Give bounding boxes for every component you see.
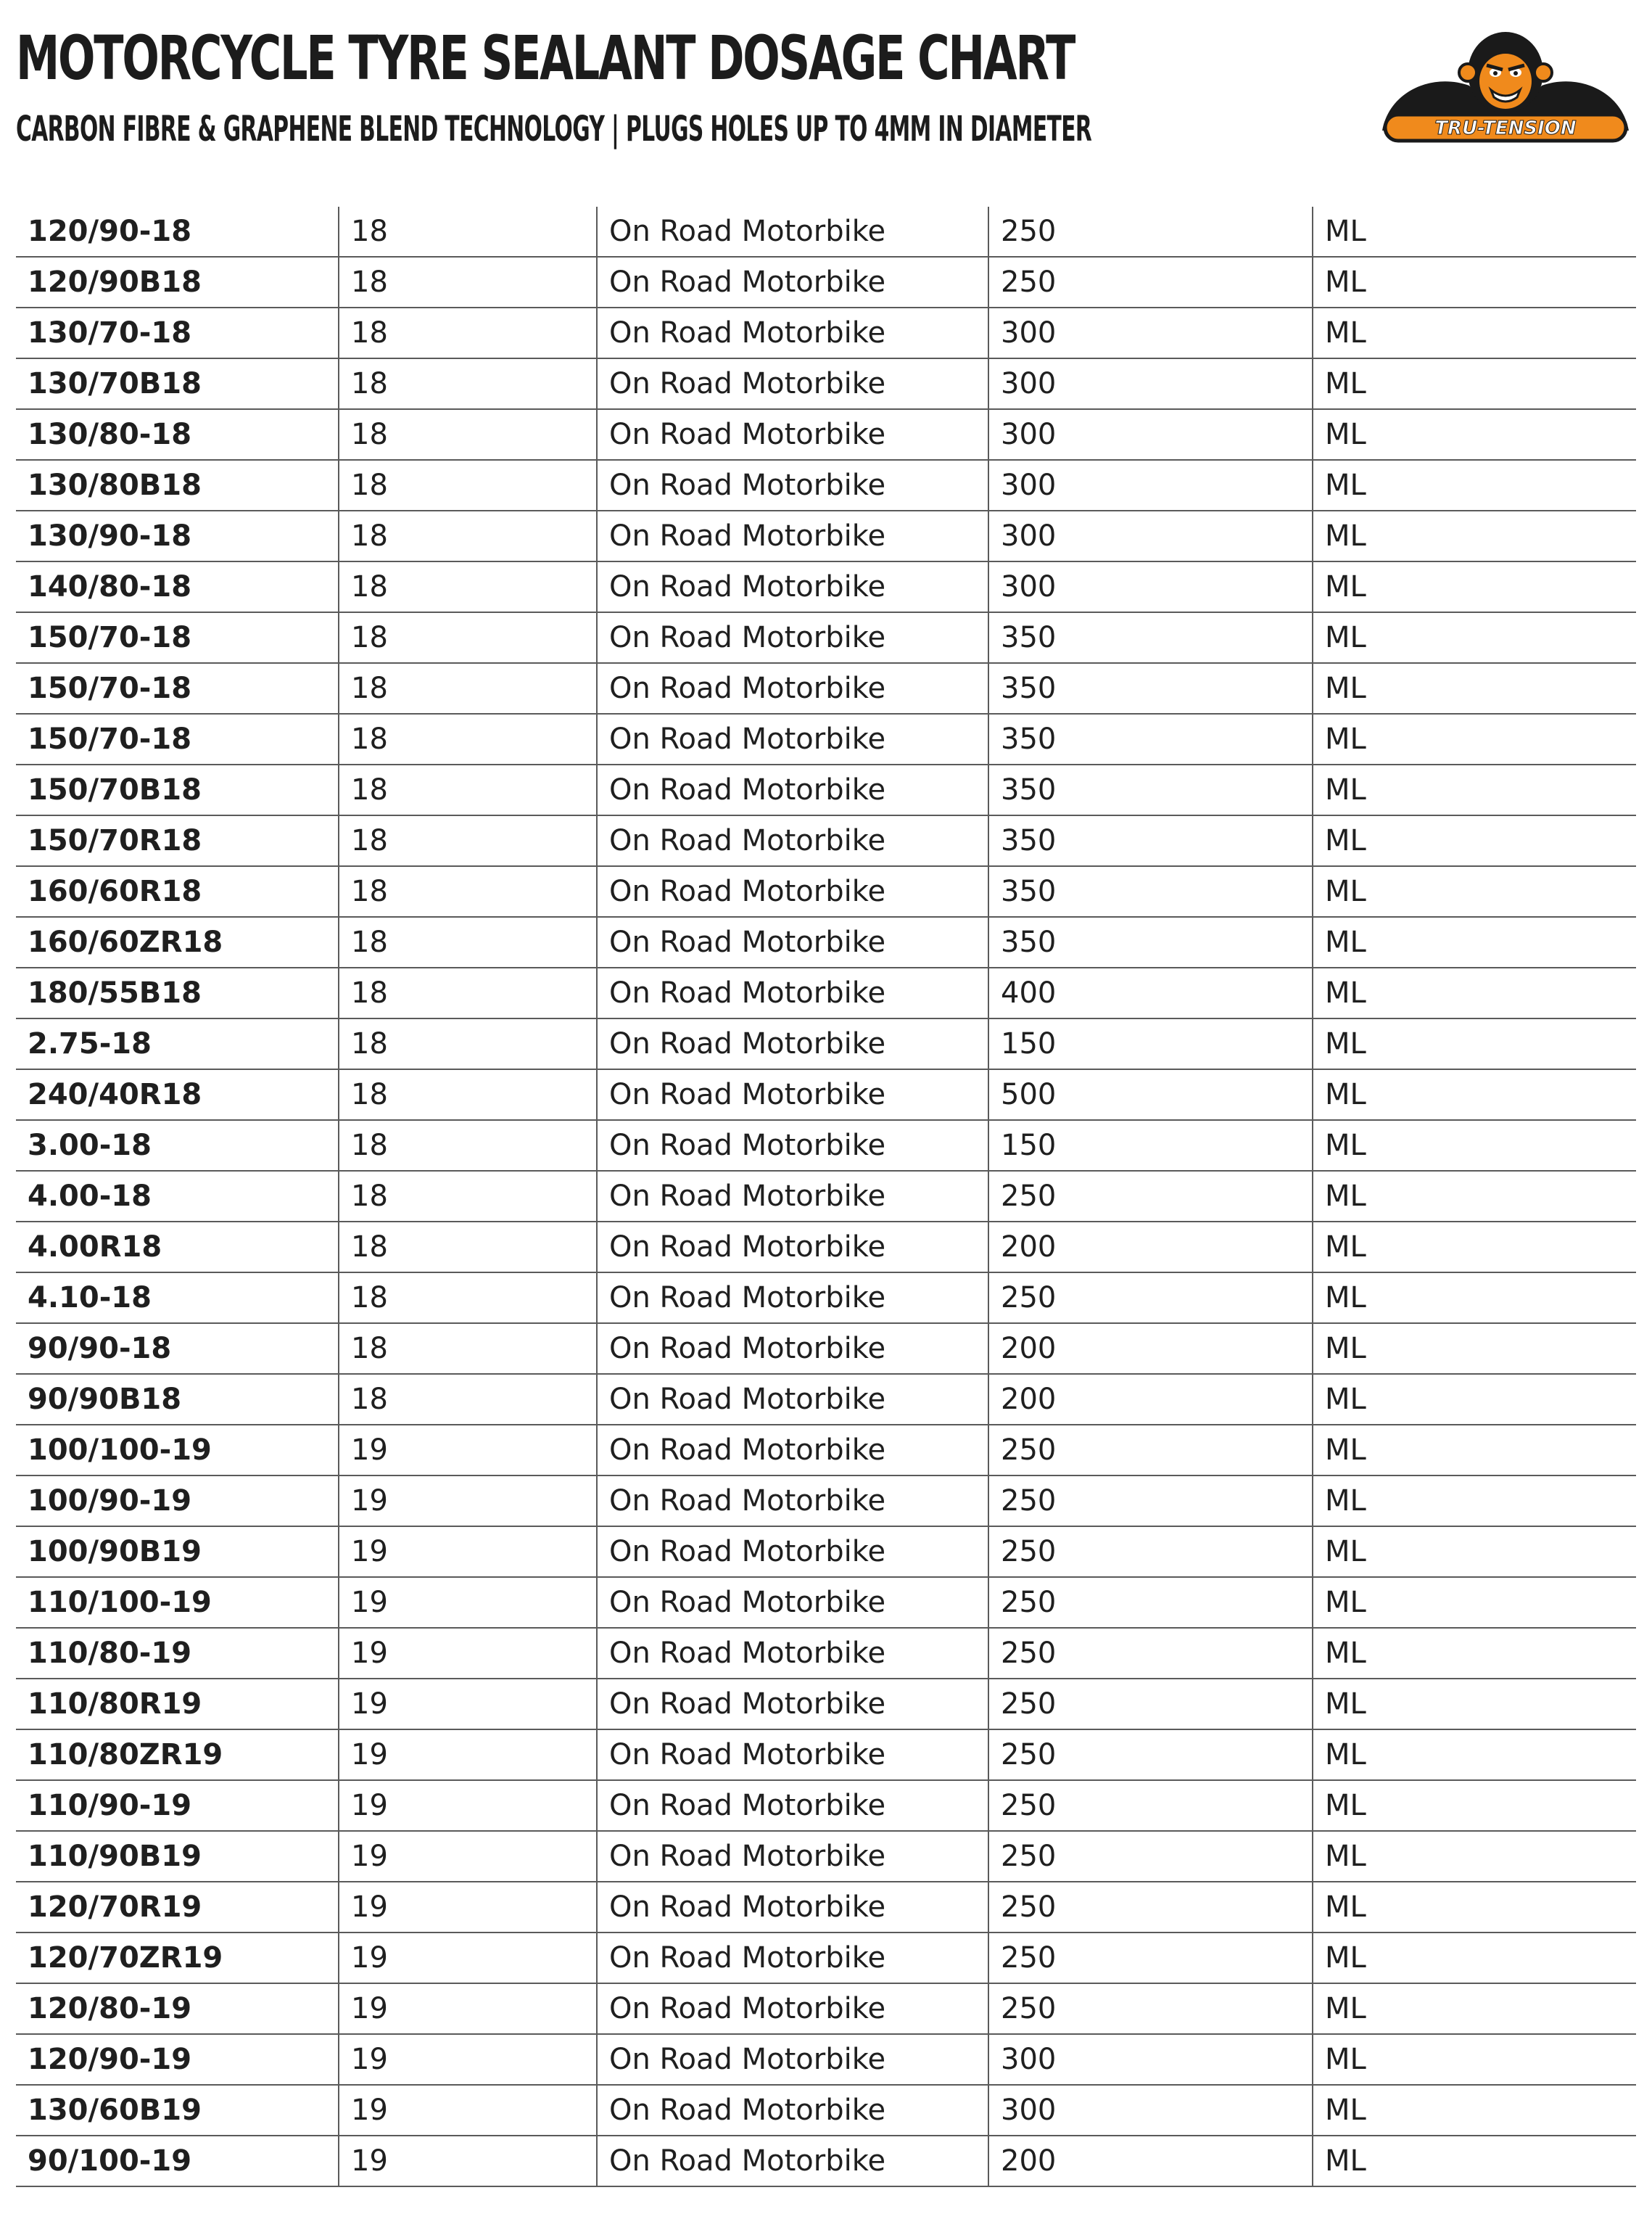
dosage-amount-cell: 150 [988, 1018, 1313, 1069]
table-row [16, 460, 1636, 511]
vehicle-type-cell: On Road Motorbike [597, 2085, 988, 2136]
vehicle-type-cell: On Road Motorbike [597, 1780, 988, 1831]
vehicle-type-cell: On Road Motorbike [597, 1425, 988, 1475]
page-title: MOTORCYCLE TYRE SEALANT DOSAGE CHART [16, 22, 1075, 94]
tyre-size-cell: 120/90B18 [16, 257, 339, 308]
tyre-size-cell: 110/90B19 [16, 1831, 339, 1882]
dosage-unit-cell: ML [1313, 1272, 1636, 1323]
table-row [16, 1425, 1636, 1475]
table-row [16, 511, 1636, 561]
dosage-unit-cell: ML [1313, 1831, 1636, 1882]
rim-size-cell: 18 [339, 1374, 597, 1425]
tyre-size-cell: 130/90-18 [16, 511, 339, 561]
table-row [16, 663, 1636, 714]
rim-size-cell: 18 [339, 917, 597, 968]
rim-size-cell: 19 [339, 1729, 597, 1780]
tru-tension-logo [1375, 22, 1636, 149]
tyre-size-cell: 4.10-18 [16, 1272, 339, 1323]
dosage-unit-cell: ML [1313, 968, 1636, 1018]
rim-size-cell: 18 [339, 1171, 597, 1222]
dosage-amount-cell: 250 [988, 1679, 1313, 1729]
dosage-unit-cell: ML [1313, 1780, 1636, 1831]
table-row [16, 1069, 1636, 1120]
dosage-amount-cell: 250 [988, 1475, 1313, 1526]
table-row [16, 1120, 1636, 1171]
vehicle-type-cell: On Road Motorbike [597, 1679, 988, 1729]
dosage-amount-cell: 300 [988, 561, 1313, 612]
rim-size-cell: 18 [339, 511, 597, 561]
table-row [16, 1475, 1636, 1526]
table-row [16, 1679, 1636, 1729]
vehicle-type-cell: On Road Motorbike [597, 460, 988, 511]
tyre-size-cell: 120/90-19 [16, 2034, 339, 2085]
table-row [16, 207, 1636, 257]
dosage-unit-cell: ML [1313, 1983, 1636, 2034]
rim-size-cell: 18 [339, 460, 597, 511]
dosage-unit-cell: ML [1313, 866, 1636, 917]
vehicle-type-cell: On Road Motorbike [597, 1018, 988, 1069]
tyre-size-cell: 110/100-19 [16, 1577, 339, 1628]
dosage-amount-cell: 250 [988, 1577, 1313, 1628]
dosage-amount-cell: 250 [988, 1729, 1313, 1780]
table-row [16, 714, 1636, 765]
vehicle-type-cell: On Road Motorbike [597, 1222, 988, 1272]
vehicle-type-cell: On Road Motorbike [597, 1526, 988, 1577]
table-row [16, 1882, 1636, 1933]
dosage-amount-cell: 350 [988, 815, 1313, 866]
rim-size-cell: 18 [339, 866, 597, 917]
table-row [16, 1983, 1636, 2034]
rim-size-cell: 19 [339, 1679, 597, 1729]
tyre-size-cell: 110/80R19 [16, 1679, 339, 1729]
tyre-size-cell: 130/80B18 [16, 460, 339, 511]
rim-size-cell: 19 [339, 2034, 597, 2085]
vehicle-type-cell: On Road Motorbike [597, 1729, 988, 1780]
logo-wordmark: TRU-TENSION [1434, 118, 1577, 139]
vehicle-type-cell: On Road Motorbike [597, 1628, 988, 1679]
rim-size-cell: 18 [339, 663, 597, 714]
table-row [16, 2034, 1636, 2085]
dosage-unit-cell: ML [1313, 1323, 1636, 1374]
dosage-unit-cell: ML [1313, 1933, 1636, 1983]
dosage-amount-cell: 250 [988, 1933, 1313, 1983]
rim-size-cell: 18 [339, 1323, 597, 1374]
vehicle-type-cell: On Road Motorbike [597, 1831, 988, 1882]
vehicle-type-cell: On Road Motorbike [597, 866, 988, 917]
dosage-unit-cell: ML [1313, 1374, 1636, 1425]
dosage-unit-cell: ML [1313, 2136, 1636, 2186]
dosage-amount-cell: 300 [988, 511, 1313, 561]
table-row [16, 257, 1636, 308]
tyre-size-cell: 130/70B18 [16, 358, 339, 409]
tyre-size-cell: 150/70R18 [16, 815, 339, 866]
tyre-size-cell: 4.00-18 [16, 1171, 339, 1222]
dosage-amount-cell: 350 [988, 765, 1313, 815]
dosage-unit-cell: ML [1313, 308, 1636, 358]
vehicle-type-cell: On Road Motorbike [597, 1983, 988, 2034]
table-row [16, 1374, 1636, 1425]
dosage-amount-cell: 250 [988, 1272, 1313, 1323]
vehicle-type-cell: On Road Motorbike [597, 815, 988, 866]
rim-size-cell: 18 [339, 1222, 597, 1272]
tyre-size-cell: 130/80-18 [16, 409, 339, 460]
tyre-size-cell: 120/70ZR19 [16, 1933, 339, 1983]
table-row [16, 1272, 1636, 1323]
dosage-unit-cell: ML [1313, 1018, 1636, 1069]
dosage-unit-cell: ML [1313, 1069, 1636, 1120]
dosage-unit-cell: ML [1313, 358, 1636, 409]
dosage-amount-cell: 300 [988, 358, 1313, 409]
dosage-unit-cell: ML [1313, 917, 1636, 968]
dosage-table [16, 207, 1636, 2187]
tyre-size-cell: 160/60R18 [16, 866, 339, 917]
table-row [16, 917, 1636, 968]
page-subtitle: CARBON FIBRE & GRAPHENE BLEND TECHNOLOGY | PLUGS HOLES UP TO 4MM IN DIAMETER [16, 109, 1092, 149]
rim-size-cell: 19 [339, 1983, 597, 2034]
vehicle-type-cell: On Road Motorbike [597, 2136, 988, 2186]
tyre-size-cell: 140/80-18 [16, 561, 339, 612]
table-row [16, 2085, 1636, 2136]
dosage-unit-cell: ML [1313, 815, 1636, 866]
dosage-amount-cell: 200 [988, 1374, 1313, 1425]
dosage-unit-cell: ML [1313, 1577, 1636, 1628]
dosage-amount-cell: 250 [988, 1983, 1313, 2034]
dosage-unit-cell: ML [1313, 1425, 1636, 1475]
dosage-unit-cell: ML [1313, 561, 1636, 612]
table-row [16, 2136, 1636, 2186]
table-row [16, 1933, 1636, 1983]
vehicle-type-cell: On Road Motorbike [597, 714, 988, 765]
dosage-amount-cell: 250 [988, 1526, 1313, 1577]
table-row [16, 612, 1636, 663]
rim-size-cell: 19 [339, 1425, 597, 1475]
rim-size-cell: 18 [339, 968, 597, 1018]
rim-size-cell: 18 [339, 207, 597, 257]
tyre-size-cell: 120/80-19 [16, 1983, 339, 2034]
dosage-amount-cell: 300 [988, 2034, 1313, 2085]
table-row [16, 1729, 1636, 1780]
rim-size-cell: 18 [339, 308, 597, 358]
table-row [16, 1628, 1636, 1679]
vehicle-type-cell: On Road Motorbike [597, 2034, 988, 2085]
dosage-amount-cell: 300 [988, 460, 1313, 511]
vehicle-type-cell: On Road Motorbike [597, 612, 988, 663]
dosage-amount-cell: 250 [988, 1628, 1313, 1679]
tyre-size-cell: 90/90-18 [16, 1323, 339, 1374]
dosage-unit-cell: ML [1313, 2085, 1636, 2136]
vehicle-type-cell: On Road Motorbike [597, 358, 988, 409]
dosage-amount-cell: 250 [988, 1171, 1313, 1222]
rim-size-cell: 18 [339, 612, 597, 663]
dosage-amount-cell: 250 [988, 257, 1313, 308]
vehicle-type-cell: On Road Motorbike [597, 917, 988, 968]
dosage-unit-cell: ML [1313, 409, 1636, 460]
vehicle-type-cell: On Road Motorbike [597, 1933, 988, 1983]
vehicle-type-cell: On Road Motorbike [597, 1577, 988, 1628]
dosage-amount-cell: 300 [988, 308, 1313, 358]
dosage-unit-cell: ML [1313, 2034, 1636, 2085]
tyre-size-cell: 150/70-18 [16, 612, 339, 663]
vehicle-type-cell: On Road Motorbike [597, 1323, 988, 1374]
dosage-amount-cell: 250 [988, 1780, 1313, 1831]
rim-size-cell: 18 [339, 714, 597, 765]
rim-size-cell: 18 [339, 409, 597, 460]
dosage-amount-cell: 200 [988, 1323, 1313, 1374]
table-row [16, 1222, 1636, 1272]
tyre-size-cell: 150/70-18 [16, 714, 339, 765]
dosage-amount-cell: 200 [988, 2136, 1313, 2186]
dosage-unit-cell: ML [1313, 1475, 1636, 1526]
dosage-unit-cell: ML [1313, 714, 1636, 765]
tyre-size-cell: 4.00R18 [16, 1222, 339, 1272]
rim-size-cell: 19 [339, 1526, 597, 1577]
dosage-unit-cell: ML [1313, 1882, 1636, 1933]
tyre-size-cell: 110/80ZR19 [16, 1729, 339, 1780]
tyre-size-cell: 150/70-18 [16, 663, 339, 714]
table-row [16, 1780, 1636, 1831]
vehicle-type-cell: On Road Motorbike [597, 765, 988, 815]
rim-size-cell: 19 [339, 1933, 597, 1983]
dosage-amount-cell: 300 [988, 409, 1313, 460]
table-row [16, 866, 1636, 917]
rim-size-cell: 18 [339, 561, 597, 612]
dosage-amount-cell: 350 [988, 714, 1313, 765]
rim-size-cell: 18 [339, 815, 597, 866]
vehicle-type-cell: On Road Motorbike [597, 1120, 988, 1171]
table-row [16, 1323, 1636, 1374]
dosage-unit-cell: ML [1313, 1171, 1636, 1222]
tyre-size-cell: 120/70R19 [16, 1882, 339, 1933]
dosage-amount-cell: 300 [988, 2085, 1313, 2136]
table-row [16, 561, 1636, 612]
vehicle-type-cell: On Road Motorbike [597, 968, 988, 1018]
rim-size-cell: 18 [339, 1069, 597, 1120]
dosage-unit-cell: ML [1313, 460, 1636, 511]
rim-size-cell: 18 [339, 1018, 597, 1069]
tyre-size-cell: 3.00-18 [16, 1120, 339, 1171]
table-row [16, 358, 1636, 409]
rim-size-cell: 19 [339, 1628, 597, 1679]
tyre-size-cell: 100/90B19 [16, 1526, 339, 1577]
table-row [16, 1018, 1636, 1069]
dosage-amount-cell: 500 [988, 1069, 1313, 1120]
page-header [16, 22, 1636, 167]
dosage-unit-cell: ML [1313, 663, 1636, 714]
vehicle-type-cell: On Road Motorbike [597, 1882, 988, 1933]
rim-size-cell: 18 [339, 1120, 597, 1171]
vehicle-type-cell: On Road Motorbike [597, 561, 988, 612]
tyre-size-cell: 110/90-19 [16, 1780, 339, 1831]
dosage-amount-cell: 350 [988, 917, 1313, 968]
table-row [16, 308, 1636, 358]
vehicle-type-cell: On Road Motorbike [597, 257, 988, 308]
tyre-size-cell: 160/60ZR18 [16, 917, 339, 968]
table-row [16, 1171, 1636, 1222]
table-row [16, 765, 1636, 815]
rim-size-cell: 19 [339, 1577, 597, 1628]
dosage-unit-cell: ML [1313, 257, 1636, 308]
rim-size-cell: 19 [339, 1831, 597, 1882]
dosage-unit-cell: ML [1313, 612, 1636, 663]
tyre-size-cell: 120/90-18 [16, 207, 339, 257]
vehicle-type-cell: On Road Motorbike [597, 1069, 988, 1120]
rim-size-cell: 19 [339, 1780, 597, 1831]
dosage-unit-cell: ML [1313, 1526, 1636, 1577]
dosage-amount-cell: 400 [988, 968, 1313, 1018]
rim-size-cell: 19 [339, 1882, 597, 1933]
vehicle-type-cell: On Road Motorbike [597, 1475, 988, 1526]
dosage-unit-cell: ML [1313, 1222, 1636, 1272]
tyre-size-cell: 100/90-19 [16, 1475, 339, 1526]
table-row [16, 1577, 1636, 1628]
vehicle-type-cell: On Road Motorbike [597, 663, 988, 714]
dosage-unit-cell: ML [1313, 1679, 1636, 1729]
tyre-size-cell: 150/70B18 [16, 765, 339, 815]
rim-size-cell: 18 [339, 358, 597, 409]
rim-size-cell: 18 [339, 257, 597, 308]
dosage-unit-cell: ML [1313, 511, 1636, 561]
rim-size-cell: 19 [339, 2136, 597, 2186]
tyre-size-cell: 110/80-19 [16, 1628, 339, 1679]
dosage-table-body [16, 207, 1636, 2186]
vehicle-type-cell: On Road Motorbike [597, 409, 988, 460]
tyre-size-cell: 100/100-19 [16, 1425, 339, 1475]
dosage-amount-cell: 250 [988, 1831, 1313, 1882]
vehicle-type-cell: On Road Motorbike [597, 1374, 988, 1425]
rim-size-cell: 18 [339, 1272, 597, 1323]
dosage-unit-cell: ML [1313, 1628, 1636, 1679]
table-row [16, 409, 1636, 460]
dosage-amount-cell: 250 [988, 1882, 1313, 1933]
dosage-unit-cell: ML [1313, 207, 1636, 257]
vehicle-type-cell: On Road Motorbike [597, 1272, 988, 1323]
dosage-unit-cell: ML [1313, 765, 1636, 815]
vehicle-type-cell: On Road Motorbike [597, 308, 988, 358]
table-row [16, 968, 1636, 1018]
dosage-unit-cell: ML [1313, 1729, 1636, 1780]
tyre-size-cell: 240/40R18 [16, 1069, 339, 1120]
dosage-amount-cell: 250 [988, 207, 1313, 257]
rim-size-cell: 19 [339, 2085, 597, 2136]
dosage-amount-cell: 350 [988, 866, 1313, 917]
tyre-size-cell: 130/70-18 [16, 308, 339, 358]
dosage-amount-cell: 350 [988, 612, 1313, 663]
tyre-size-cell: 180/55B18 [16, 968, 339, 1018]
dosage-amount-cell: 200 [988, 1222, 1313, 1272]
tyre-size-cell: 90/90B18 [16, 1374, 339, 1425]
vehicle-type-cell: On Road Motorbike [597, 207, 988, 257]
dosage-unit-cell: ML [1313, 1120, 1636, 1171]
table-row [16, 1526, 1636, 1577]
rim-size-cell: 19 [339, 1475, 597, 1526]
dosage-amount-cell: 350 [988, 663, 1313, 714]
dosage-amount-cell: 150 [988, 1120, 1313, 1171]
table-row [16, 815, 1636, 866]
table-row [16, 1831, 1636, 1882]
tyre-size-cell: 90/100-19 [16, 2136, 339, 2186]
rim-size-cell: 18 [339, 765, 597, 815]
vehicle-type-cell: On Road Motorbike [597, 1171, 988, 1222]
tyre-size-cell: 2.75-18 [16, 1018, 339, 1069]
vehicle-type-cell: On Road Motorbike [597, 511, 988, 561]
tyre-size-cell: 130/60B19 [16, 2085, 339, 2136]
dosage-amount-cell: 250 [988, 1425, 1313, 1475]
